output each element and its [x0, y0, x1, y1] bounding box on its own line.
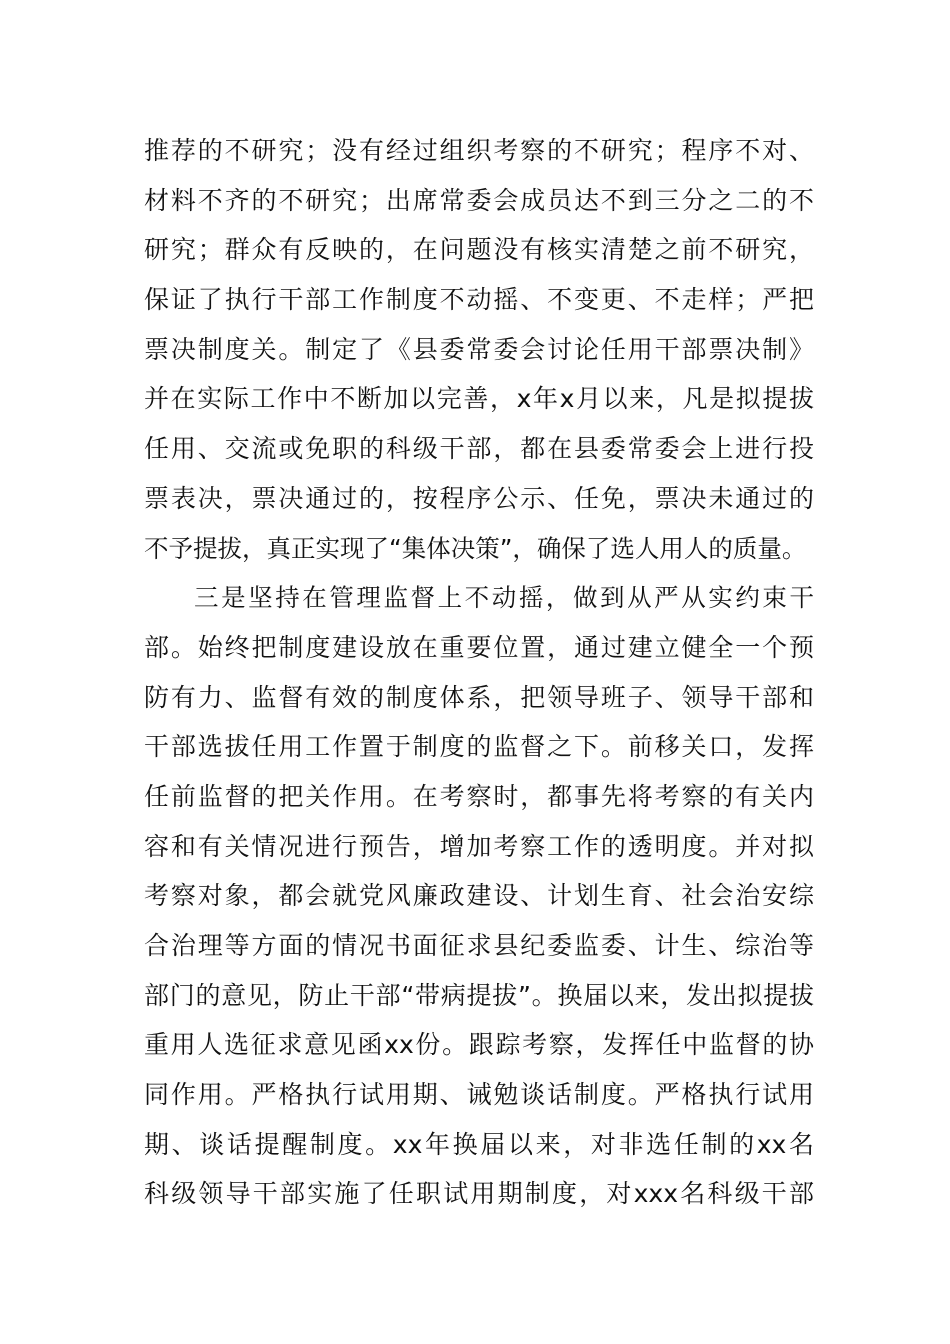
text-line: 票决制度关。制定了《县委常委会讨论任用干部票决制》: [144, 334, 814, 364]
text-line: 研究；群众有反映的，在问题没有核实清楚之前不研究，: [144, 235, 814, 265]
text-line: 防有力、监督有效的制度体系，把领导班子、领导干部和: [144, 682, 814, 712]
text-line: 干部选拔任用工作置于制度的监督之下。前移关口，发挥: [144, 732, 814, 762]
text-line: 材料不齐的不研究；出席常委会成员达不到三分之二的不: [144, 185, 814, 215]
text-line: 科级领导干部实施了任职试用期制度，对xxx名科级干部: [144, 1179, 814, 1209]
text-line: 票表决，票决通过的，按程序公示、任免，票决未通过的: [144, 483, 814, 513]
text-line: 重用人选征求意见函xx份。跟踪考察，发挥任中监督的协: [144, 1030, 814, 1060]
text-line: 容和有关情况进行预告，增加考察工作的透明度。并对拟: [144, 831, 814, 861]
text-line: 不予提拔，真正实现了“集体决策”，确保了选人用人的质量。: [144, 533, 807, 563]
text-line: 部门的意见，防止干部“带病提拔”。换届以来，发出拟提拔: [144, 980, 814, 1010]
body-text: [144, 126, 814, 1219]
text-line: 任前监督的把关作用。在考察时，都事先将考察的有关内: [144, 781, 814, 811]
text-line: 并在实际工作中不断加以完善，x年x月以来，凡是拟提拔: [144, 384, 814, 414]
text-line: 保证了执行干部工作制度不动摇、不变更、不走样；严把: [144, 285, 814, 315]
text-line: 合治理等方面的情况书面征求县纪委监委、计生、综治等: [144, 931, 814, 960]
paragraph-first-line: 三是坚持在管理监督上不动摇，做到从严从实约束干: [194, 583, 814, 613]
text-line: 同作用。严格执行试用期、诫勉谈话制度。严格执行试用: [144, 1080, 814, 1110]
text-line: 推荐的不研究；没有经过组织考察的不研究；程序不对、: [144, 136, 814, 165]
text-line: 任用、交流或免职的科级干部，都在县委常委会上进行投: [144, 434, 814, 464]
text-line: 部。始终把制度建设放在重要位置，通过建立健全一个预: [144, 632, 814, 662]
text-line: 考察对象，都会就党风廉政建设、计划生育、社会治安综: [144, 881, 814, 911]
text-line: 期、谈话提醒制度。xx年换届以来，对非选任制的xx名: [144, 1129, 814, 1159]
